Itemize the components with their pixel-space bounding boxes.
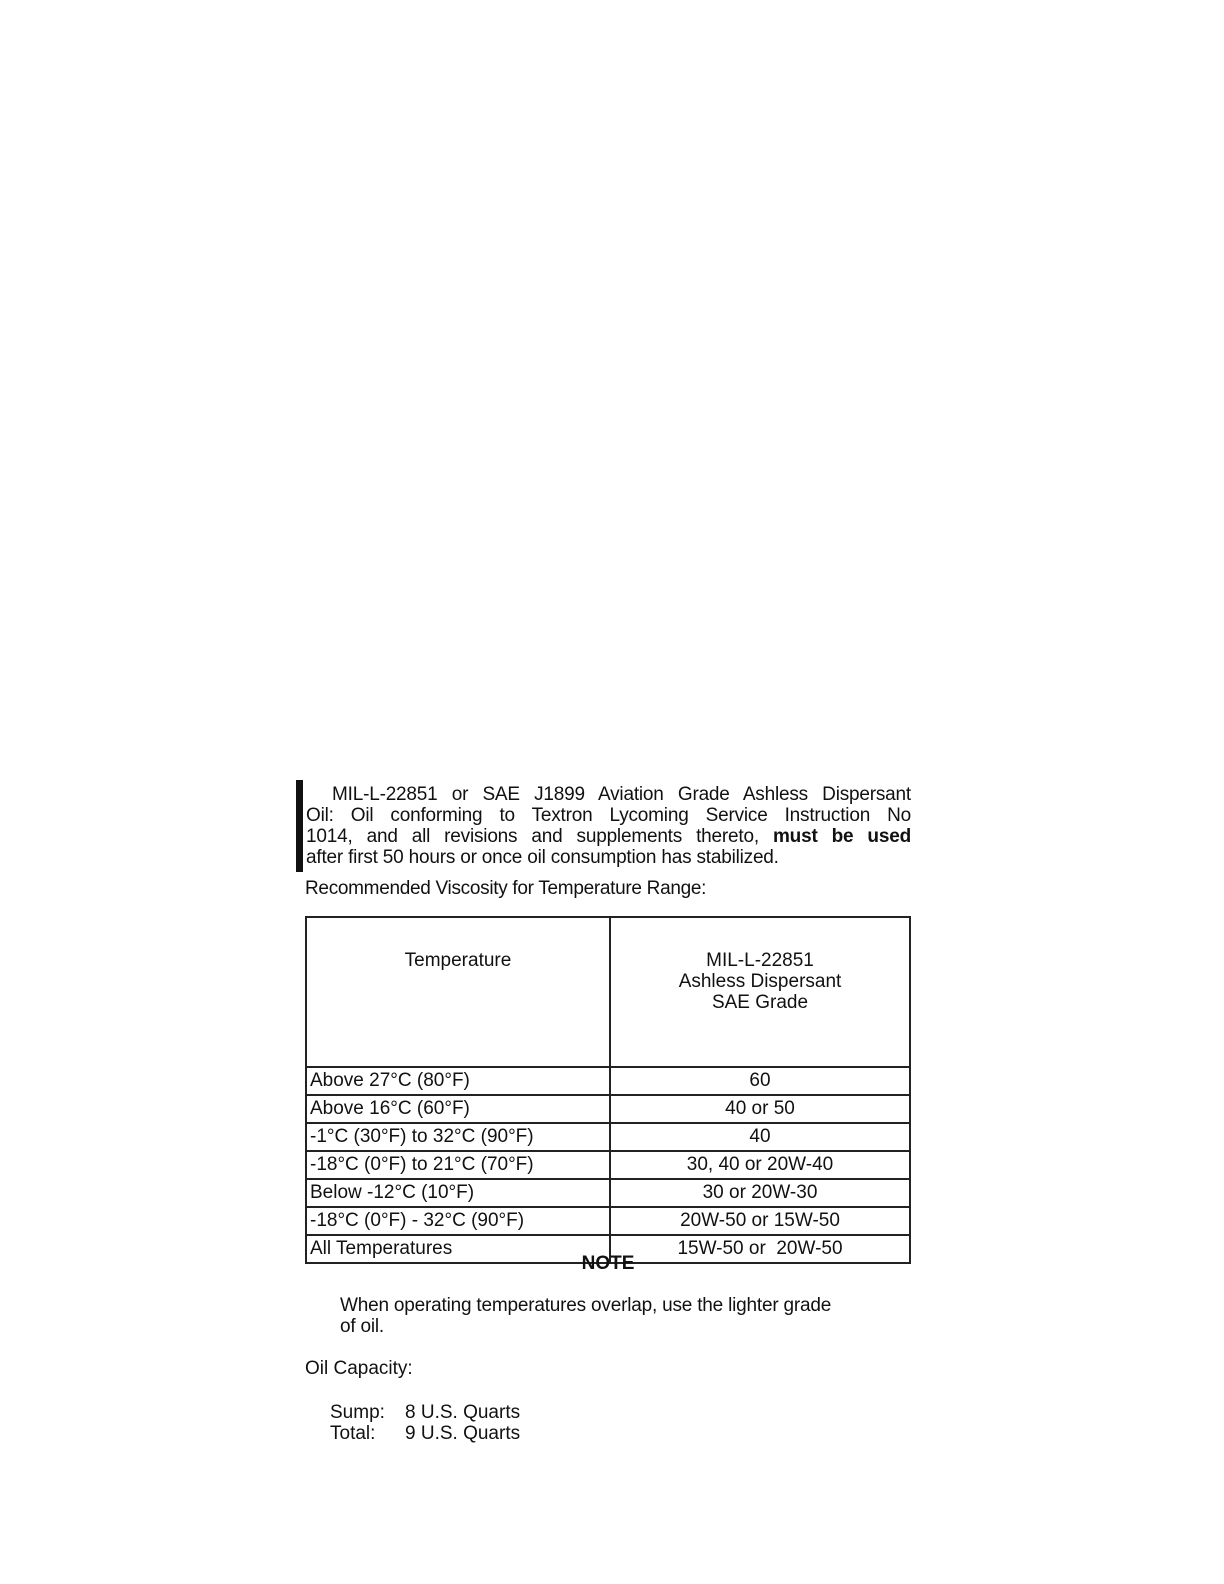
grade-header-line-3: SAE Grade [711,992,809,1013]
note-line-1: When operating temperatures overlap, use the lighter grade [340,1295,832,1316]
recommended-viscosity-heading: Recommended Viscosity for Temperature Range: [305,878,707,899]
table-row [306,1179,910,1207]
temperature-cell: All Temperatures [306,1235,610,1263]
table-row [306,1095,910,1123]
sump-value: 8 U.S. Quarts [405,1402,521,1423]
grade-cell: 30 or 20W-30 [610,1179,910,1207]
temperature-column-header: Temperature [306,917,610,1067]
temperature-cell: -18°C (0°F) to 21°C (70°F) [306,1151,610,1179]
oil-capacity-heading: Oil Capacity: [305,1358,413,1379]
spec-line-4: after first 50 hours or once oil consumption has stabilized. [306,847,779,868]
grade-column-header [610,917,910,1067]
table-row [306,1151,910,1179]
grade-cell: 40 or 50 [610,1095,910,1123]
sump-capacity-row [330,1402,520,1424]
note-text [340,1295,880,1337]
viscosity-table [305,916,911,1264]
grade-cell: 30, 40 or 20W-40 [610,1151,910,1179]
note-title: NOTE [581,1253,635,1274]
spec-line-2: Oil: Oil conforming to Textron Lycoming Service Instruction No [306,805,911,826]
spec-line-1: MIL-L-22851 or SAE J1899 Aviation Grade Ashless Dispersant [332,784,911,805]
table-row [306,1123,910,1151]
total-label: Total: [330,1423,376,1444]
temperature-cell: Below -12°C (10°F) [306,1179,610,1207]
grade-header-line-1: MIL-L-22851 [706,950,814,971]
total-capacity-row [330,1423,520,1445]
note-line-2: of oil. [340,1316,385,1337]
spec-line-3-text: 1014, and all revisions and supplements thereto, [306,826,759,847]
temperature-cell: -1°C (30°F) to 32°C (90°F) [306,1123,610,1151]
table-row [306,1067,910,1095]
temperature-cell: Above 16°C (60°F) [306,1095,610,1123]
grade-cell: 15W-50 or 20W-50 [610,1235,910,1263]
grade-cell: 40 [610,1123,910,1151]
temperature-cell: Above 27°C (80°F) [306,1067,610,1095]
revision-change-bar [296,780,303,872]
total-value: 9 U.S. Quarts [405,1423,521,1444]
sump-label: Sump: [330,1402,385,1423]
grade-header-line-2: Ashless Dispersant [678,971,842,992]
grade-cell: 20W-50 or 15W-50 [610,1207,910,1235]
must-be-used-emphasis: must be used [772,826,911,847]
table-row [306,1207,910,1235]
temperature-cell: -18°C (0°F) - 32°C (90°F) [306,1207,610,1235]
table-header-row [306,917,910,1067]
spec-line-3 [306,826,911,847]
grade-cell: 60 [610,1067,910,1095]
oil-spec-paragraph [306,784,911,868]
